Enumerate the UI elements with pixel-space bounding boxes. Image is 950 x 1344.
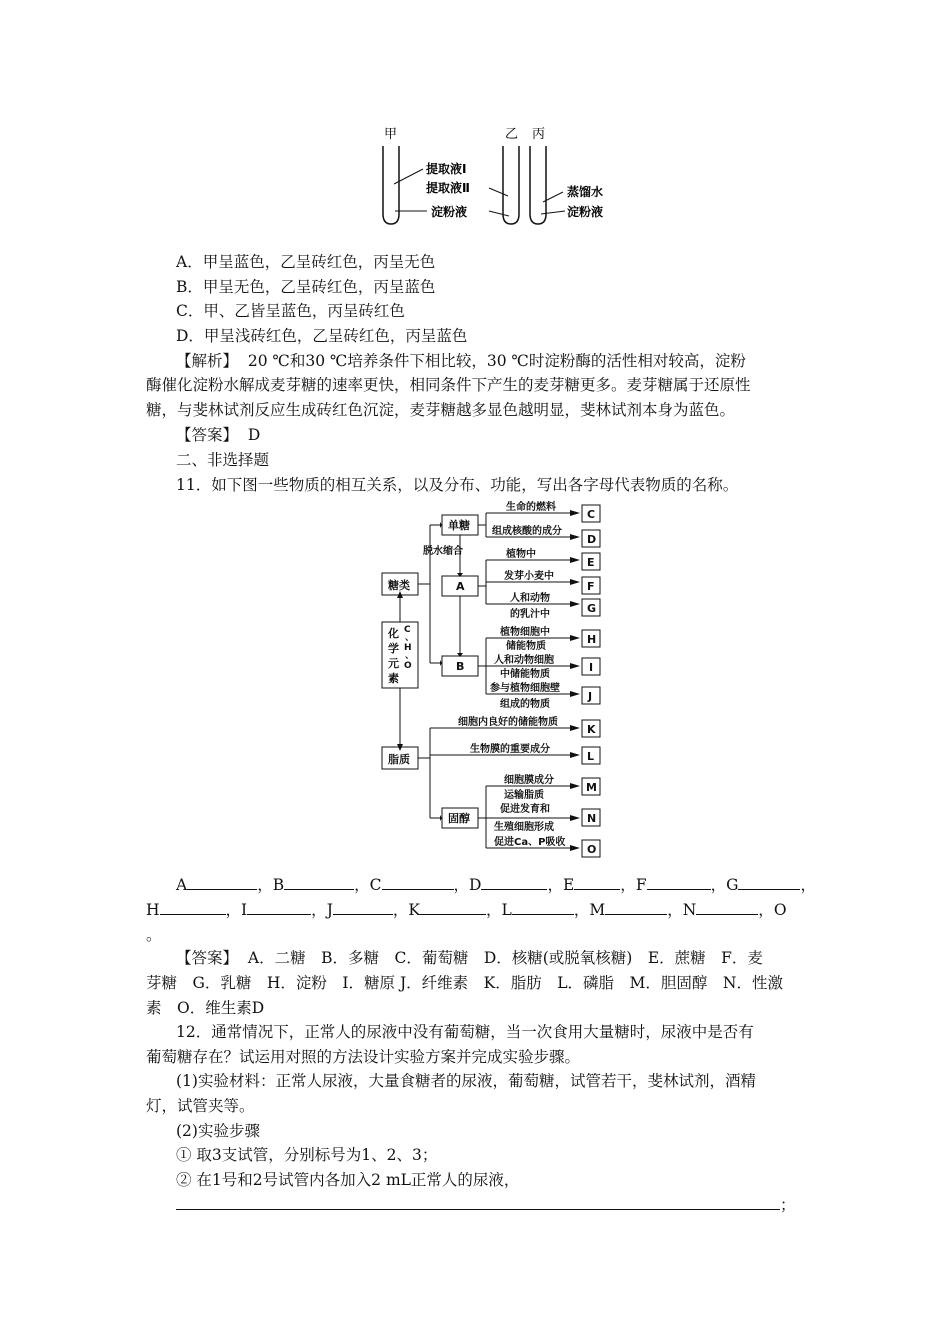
node-dantang: 单糖 bbox=[448, 519, 470, 532]
letter-d: D bbox=[587, 533, 597, 546]
blank-label-g: G bbox=[726, 876, 739, 894]
node-guchun: 固醇 bbox=[448, 812, 470, 825]
answer11-label: 【答案】 bbox=[176, 949, 239, 967]
blank-label-c: C bbox=[369, 876, 382, 894]
fn-n3: 生殖细胞形成 bbox=[494, 822, 554, 833]
option-b: B．甲呈无色，乙呈砖红色，丙呈蓝色 bbox=[176, 278, 436, 296]
analysis-line-2: 酶催化淀粉水解成麦芽糖的速率更快，相同条件下产生的麦芽糖更多。麦芽糖属于还原性 bbox=[146, 376, 751, 394]
fn-h2: 储能物质 bbox=[506, 641, 546, 652]
analysis-line-3: 糖，与斐林试剂反应生成砖红色沉淀，麦芽糖越多显色越明显，斐林试剂本身为蓝色。 bbox=[146, 401, 736, 419]
fn-m: 细胞膜成分 bbox=[504, 775, 554, 786]
letter-c: C bbox=[587, 508, 596, 521]
q12-materials-1: (1)实验材料：正常人尿液，大量食糖者的尿液，葡萄糖，试管若干，斐林试剂，酒精 bbox=[176, 1072, 756, 1090]
blank-l[interactable] bbox=[512, 900, 574, 915]
label-tuoshui: 脱水缩合 bbox=[423, 546, 463, 557]
answer11-line-2: 芽糖 G．乳糖 H．淀粉 I．糖原 J．纤维素 K．脂肪 L．磷脂 M．胆固醇 N．性激 bbox=[146, 974, 783, 992]
blank-m[interactable] bbox=[605, 900, 667, 915]
svg-text:O: O bbox=[404, 661, 412, 671]
svg-text:C: C bbox=[404, 625, 411, 635]
blank-h[interactable] bbox=[160, 900, 226, 915]
answer10 bbox=[176, 424, 260, 446]
blank-label-i: I bbox=[241, 901, 248, 919]
letter-g: G bbox=[587, 602, 597, 615]
blank-label-j: J bbox=[326, 901, 333, 919]
node-a: A bbox=[456, 580, 465, 593]
svg-text:学: 学 bbox=[388, 642, 399, 655]
fn-k: 细胞内良好的储能物质 bbox=[458, 717, 558, 728]
fn-j2: 组成的物质 bbox=[500, 699, 550, 710]
step-2-answer-blank[interactable] bbox=[176, 1195, 780, 1210]
blanks-row-3: 。 bbox=[146, 926, 162, 944]
blanks-row-2: H ，I ，J ，K ，L ，M ，N ，O bbox=[146, 901, 787, 919]
svg-text:、: 、 bbox=[405, 651, 415, 661]
q12-materials-2: 灯，试管夹等。 bbox=[146, 1097, 255, 1115]
liquid-extract-1: 提取液Ⅰ bbox=[426, 162, 467, 176]
blank-f[interactable] bbox=[647, 875, 711, 890]
q12-steps-title: (2)实验步骤 bbox=[176, 1122, 260, 1140]
fn-c: 生命的燃料 bbox=[506, 502, 556, 513]
carbohydrate-lipid-diagram bbox=[376, 500, 612, 864]
letter-j: J bbox=[588, 690, 593, 703]
answer11-text-1: A．二糖 B．多糖 C．葡萄糖 D．核糖(或脱氧核糖) E．蔗糖 F．麦 bbox=[247, 949, 763, 967]
node-b: B bbox=[456, 660, 465, 673]
blank-label-k: K bbox=[408, 901, 421, 919]
fn-d: 组成核酸的成分 bbox=[492, 526, 562, 537]
q12-step-2: ② 在1号和2号试管内各加入2 mL正常人的尿液， bbox=[176, 1171, 520, 1189]
tube-jia bbox=[383, 146, 399, 224]
analysis-label: 【解析】 bbox=[176, 352, 239, 370]
letter-e: E bbox=[587, 556, 595, 569]
node-zhizhi: 脂质 bbox=[388, 753, 410, 766]
letter-f: F bbox=[587, 580, 595, 593]
analysis-text-1: 20 ℃和30 ℃培养条件下相比较，30 ℃时淀粉酶的活性相对较高，淀粉 bbox=[247, 352, 746, 370]
q11-prompt: 11．如下图一些物质的相互关系，以及分布、功能，写出各字母代表物质的名称。 bbox=[176, 476, 739, 494]
blank-label-n: N bbox=[682, 901, 697, 919]
fn-n2: 促进发育和 bbox=[500, 804, 550, 815]
blank-b[interactable] bbox=[284, 875, 354, 890]
label-jia: 甲 bbox=[384, 127, 398, 142]
svg-text:元: 元 bbox=[388, 657, 399, 670]
svg-text:、: 、 bbox=[405, 633, 415, 643]
answer11-line-1 bbox=[176, 947, 763, 969]
blank-j[interactable] bbox=[333, 900, 393, 915]
step-2-end: ； bbox=[780, 1196, 796, 1214]
q12-line-2: 葡萄糖存在？试运用对照的方法设计实验方案并完成实验步骤。 bbox=[146, 1048, 581, 1066]
answer11-line-3: 素 O．维生素D bbox=[146, 999, 265, 1017]
fn-g1: 人和动物 bbox=[510, 593, 550, 604]
blank-k[interactable] bbox=[420, 900, 486, 915]
fn-i2: 中储能物质 bbox=[500, 669, 550, 680]
liquid-starch-1: 淀粉液 bbox=[431, 205, 468, 219]
fn-h1: 植物细胞中 bbox=[500, 627, 550, 638]
fn-e: 植物中 bbox=[506, 549, 536, 560]
blank-label-l: L bbox=[501, 901, 512, 919]
q12-line-1: 12．通常情况下，正常人的尿液中没有葡萄糖，当一次食用大量糖时，尿液中是否有 bbox=[176, 1023, 754, 1041]
letter-h: H bbox=[587, 633, 597, 646]
blank-label-a: A bbox=[176, 876, 188, 894]
letter-k: K bbox=[587, 723, 596, 736]
blank-label-d: D bbox=[469, 876, 482, 894]
option-a: A．甲呈蓝色，乙呈砖红色，丙呈无色 bbox=[176, 253, 436, 271]
blank-c[interactable] bbox=[382, 875, 454, 890]
fn-l: 生物膜的重要成分 bbox=[470, 744, 550, 755]
section-title: 二、非选择题 bbox=[176, 451, 270, 469]
blank-g[interactable] bbox=[738, 875, 800, 890]
svg-text:H: H bbox=[404, 643, 412, 653]
blank-label-o: O bbox=[773, 901, 787, 919]
liquid-extract-2: 提取液Ⅱ bbox=[426, 181, 470, 195]
letter-i: I bbox=[589, 661, 594, 674]
test-tube-figure bbox=[365, 118, 625, 230]
blank-label-b: B bbox=[272, 876, 285, 894]
letter-m: M bbox=[586, 781, 597, 794]
svg-text:化: 化 bbox=[388, 627, 399, 640]
blank-d[interactable] bbox=[481, 875, 547, 890]
blank-label-e: E bbox=[562, 876, 575, 894]
fn-f: 发芽小麦中 bbox=[504, 571, 554, 582]
blank-label-f: F bbox=[635, 876, 647, 894]
option-c: C．甲、乙皆呈蓝色，丙呈砖红色 bbox=[176, 302, 405, 320]
blank-a[interactable] bbox=[187, 875, 257, 890]
node-tanglei: 糖类 bbox=[388, 579, 410, 592]
blanks-row-1: A ，B ，C ，D ，E ，F ，G ， bbox=[176, 876, 816, 894]
letter-o: O bbox=[587, 843, 597, 856]
fn-o: 促进Ca、P吸收 bbox=[494, 837, 566, 848]
fn-g2: 的乳汁中 bbox=[510, 609, 550, 620]
liquid-starch-2: 淀粉液 bbox=[567, 205, 604, 219]
blank-label-m: M bbox=[589, 901, 606, 919]
answer10-label: 【答案】 bbox=[176, 426, 239, 444]
fn-n1: 运输脂质 bbox=[504, 790, 544, 801]
answer10-value: D bbox=[247, 426, 261, 444]
blank-n[interactable] bbox=[696, 900, 758, 915]
blank-label-h: H bbox=[146, 901, 160, 919]
analysis-line-1 bbox=[176, 350, 746, 372]
tube-bing bbox=[530, 146, 546, 224]
q12-step-1: ① 取3支试管，分别标号为1、2、3； bbox=[176, 1146, 438, 1164]
option-d: D．甲呈浅砖红色，乙呈砖红色，丙呈蓝色 bbox=[176, 327, 468, 345]
letter-n: N bbox=[587, 812, 597, 825]
fn-j1: 参与植物细胞壁 bbox=[490, 683, 560, 694]
q12-step-2-blank bbox=[176, 1194, 796, 1216]
fn-i1: 人和动物细胞 bbox=[494, 655, 554, 666]
label-bing: 丙 bbox=[532, 127, 546, 142]
label-yi: 乙 bbox=[505, 127, 519, 142]
tube-yi bbox=[503, 146, 519, 224]
svg-text:素: 素 bbox=[388, 672, 399, 685]
liquid-water: 蒸馏水 bbox=[567, 185, 604, 199]
letter-l: L bbox=[587, 750, 595, 763]
blank-e[interactable] bbox=[574, 875, 620, 890]
blank-i[interactable] bbox=[247, 900, 311, 915]
